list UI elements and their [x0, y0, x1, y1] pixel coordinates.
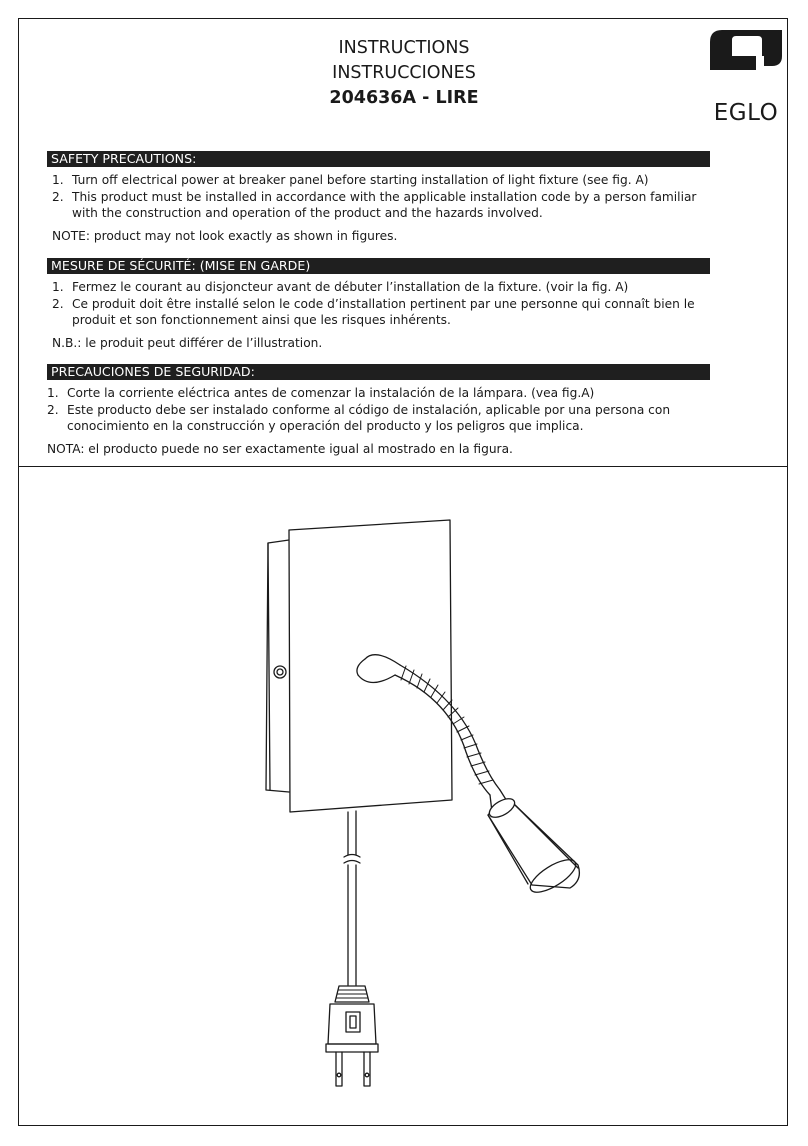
brand-wordmark: EGLO	[713, 100, 779, 126]
list-item: 2. Ce produit doit être installé selon le code d’installation pertinent par une personne qui connaît bien le produit et son fonctionnement ainsi que les risques inhérents.	[52, 296, 695, 327]
list-item: 1. Turn off electrical power at breaker panel before starting installation of light fixture (see fig. A)	[52, 173, 649, 187]
list-item: 1. Corte la corriente eléctrica antes de comenzar la instalación de la lámpara. (vea fig.A)	[47, 386, 595, 400]
list-item: 1. Fermez le courant au disjoncteur avant de débuter l’installation de la fixture. (voir la fig. A)	[52, 280, 629, 294]
note-french: N.B.: le produit peut différer de l’illustration.	[52, 336, 323, 350]
note-spanish: NOTA: el producto puede no ser exactamente igual al mostrado en la figura.	[47, 442, 513, 456]
section-heading-french: MESURE DE SÉCURITÉ: (MISE EN GARDE)	[47, 258, 710, 274]
model-name: 204636A - LIRE	[329, 88, 479, 108]
title-line-2: INSTRUCCIONES	[332, 63, 476, 83]
note-english: NOTE: product may not look exactly as shown in figures.	[52, 229, 398, 243]
section-heading-english: SAFETY PRECAUTIONS:	[47, 151, 710, 167]
section-heading-spanish: PRECAUCIONES DE SEGURIDAD:	[47, 364, 710, 380]
list-item: 2. Este producto debe ser instalado conforme al código de instalación, aplicable por una persona con conocimiento en la construcción y operación del producto y los peligros que implica.	[47, 402, 671, 433]
title-line-1: INSTRUCTIONS	[338, 38, 470, 58]
list-item: 2. This product must be installed in accordance with the applicable installation code by a person familiar with the construction and operation of the product and the hazards involved.	[52, 189, 697, 220]
